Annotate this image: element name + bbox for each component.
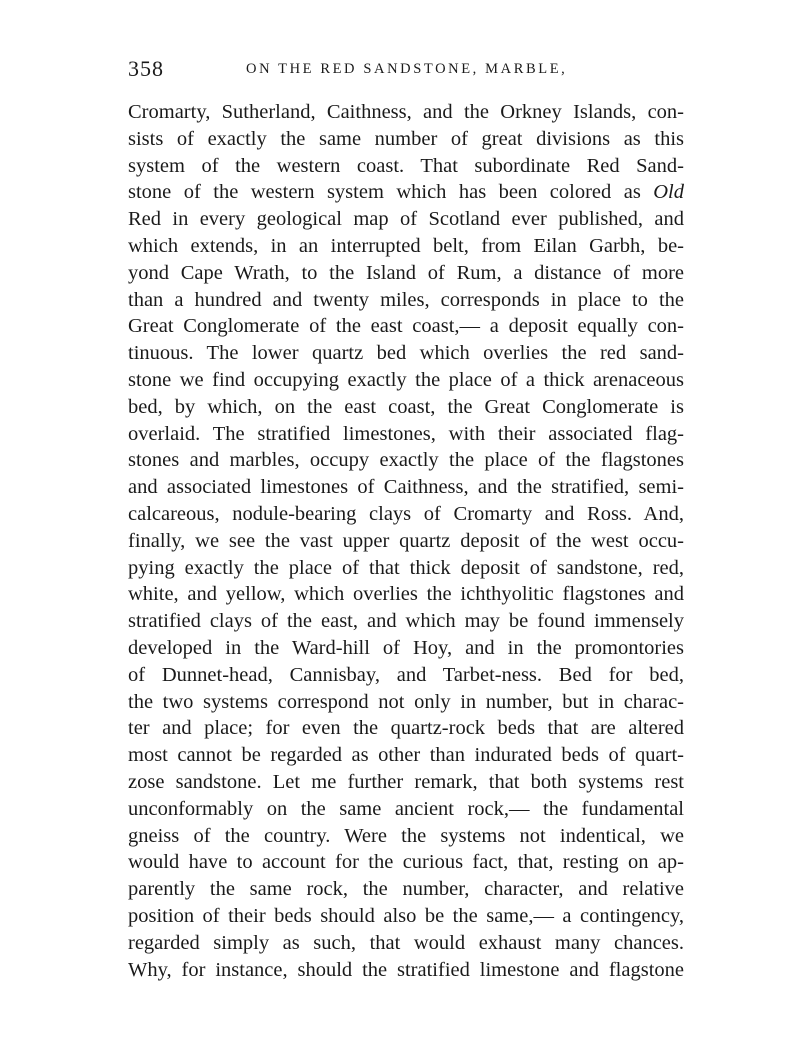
text-line: finally, we see the vast upper quartz deposit of the west occu- [128, 529, 684, 552]
running-head [128, 56, 684, 82]
text-line: overlaid. The stratified limestones, with their associated flag- [128, 422, 684, 445]
text-line: yond Cape Wrath, to the Island of Rum, a distance of more [128, 261, 684, 284]
text-line: Great Conglomerate of the east coast,— a deposit equally con- [128, 315, 684, 338]
text-line: stones and marbles, occupy exactly the place of the flagstones [128, 449, 684, 472]
running-title: ON THE RED SANDSTONE, MARBLE, [246, 61, 568, 77]
text-line: bed, by which, on the east coast, the Great Conglomerate is [128, 395, 684, 418]
text-line: Why, for instance, should the stratified limestone and flagstone [128, 958, 684, 981]
text-line: unconformably on the same ancient rock,— the fundamental [128, 797, 684, 820]
text-line [128, 179, 684, 206]
text-line: tinuous. The lower quartz bed which overlies the red sand- [128, 342, 684, 365]
italic-word: Old [653, 181, 684, 204]
text-line: than a hundred and twenty miles, corresponds in place to the [128, 288, 684, 311]
text-line: parently the same rock, the number, character, and relative [128, 878, 684, 901]
text-line: pying exactly the place of that thick deposit of sandstone, red, [128, 556, 684, 579]
text-line: of Dunnet-head, Cannisbay, and Tarbet-ness. Bed for bed, [128, 663, 684, 686]
text-line: white, and yellow, which overlies the ichthyolitic flagstones and [128, 583, 684, 606]
text-line: position of their beds should also be the same,— a contingency, [128, 904, 684, 927]
body-text [128, 99, 684, 983]
text-line: Cromarty, Sutherland, Caithness, and the Orkney Islands, con- [128, 101, 684, 123]
text-line: which extends, in an interrupted belt, from Eilan Garbh, be- [128, 234, 684, 257]
text-line: regarded simply as such, that would exhaust many chances. [128, 931, 684, 954]
text-line: sists of exactly the same number of great divisions as this [128, 127, 684, 150]
text-line: system of the western coast. That subordinate Red Sand- [128, 154, 684, 177]
text-line: calcareous, nodule-bearing clays of Cromarty and Ross. And, [128, 502, 684, 525]
text-line: and associated limestones of Caithness, and the stratified, semi- [128, 476, 684, 499]
text-line: stratified clays of the east, and which may be found immensely [128, 610, 684, 633]
text-line: gneiss of the country. Were the systems not indentical, we [128, 824, 684, 847]
page-number: 358 [128, 56, 164, 81]
text-line: Red in every geological map of Scotland ever published, and [128, 208, 684, 231]
text-line: ter and place; for even the quartz-rock beds that are altered [128, 717, 684, 740]
text-line: developed in the Ward-hill of Hoy, and in the promontories [128, 636, 684, 659]
text-line-segment: stone of the western system which has been colored as [128, 181, 641, 204]
text-line: zose sandstone. Let me further remark, that both systems rest [128, 770, 684, 793]
text-line: would have to account for the curious fact, that, resting on ap- [128, 851, 684, 874]
text-line: the two systems correspond not only in number, but in charac- [128, 690, 684, 713]
text-line: most cannot be regarded as other than indurated beds of quart- [128, 744, 684, 767]
text-line: stone we find occupying exactly the place of a thick arenaceous [128, 368, 684, 391]
